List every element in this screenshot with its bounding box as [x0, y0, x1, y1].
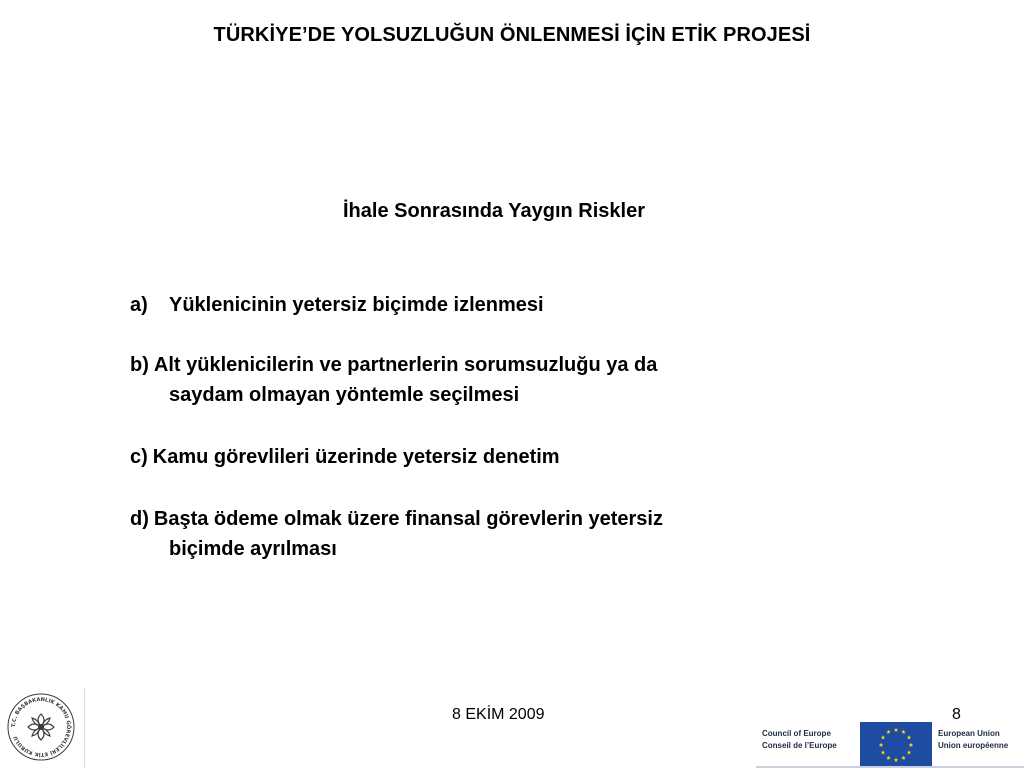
risk-item-a: [130, 290, 850, 320]
eu-label-en: European Union: [938, 729, 1000, 738]
coe-label-en: Council of Europe: [762, 729, 831, 738]
risk-marker: d): [130, 508, 149, 530]
coe-label-fr: Conseil de l’Europe: [762, 741, 837, 750]
eu-flag-icon: [860, 722, 932, 768]
risk-text: Yüklenicinin yetersiz biçimde izlenmesi: [169, 294, 544, 316]
risk-text: Kamu görevlileri üzerinde yetersiz denetim: [152, 446, 560, 468]
risk-item-d: [130, 504, 850, 564]
footer-date: 8 EKİM 2009: [452, 706, 545, 723]
page-number: 8: [952, 706, 961, 723]
slide-header-title: TÜRKİYE’DE YOLSUZLUĞUN ÖNLENMESİ İÇİN ETİK PROJESİ: [213, 24, 811, 46]
seal-ring-text: T.C. BAŞBAKANLIK KAMU GÖREVLİLERİ ETİK KURULU: [10, 696, 72, 758]
slide-subtitle: İhale Sonrasında Yaygın Riskler: [343, 200, 645, 222]
risk-item-b: [130, 350, 850, 410]
risk-text: Başta ödeme olmak üzere finansal görevlerin yetersiz: [153, 508, 663, 530]
risk-text-continued: biçimde ayrılması: [169, 538, 337, 560]
risk-item-c: [130, 442, 850, 472]
partner-logos: [756, 722, 1024, 768]
risk-marker: c): [130, 446, 148, 468]
risk-marker: b): [130, 354, 149, 376]
ethics-board-seal-icon: [6, 692, 76, 762]
eu-label-fr: Union européenne: [938, 741, 1009, 750]
seal-divider: [84, 688, 85, 768]
risk-marker: a): [130, 294, 148, 316]
risk-text-continued: saydam olmayan yöntemle seçilmesi: [169, 384, 520, 406]
risk-text: Alt yüklenicilerin ve partnerlerin sorumsuzluğu ya da: [153, 354, 658, 376]
european-union-label: [938, 728, 1008, 752]
council-of-europe-label: [762, 728, 837, 752]
